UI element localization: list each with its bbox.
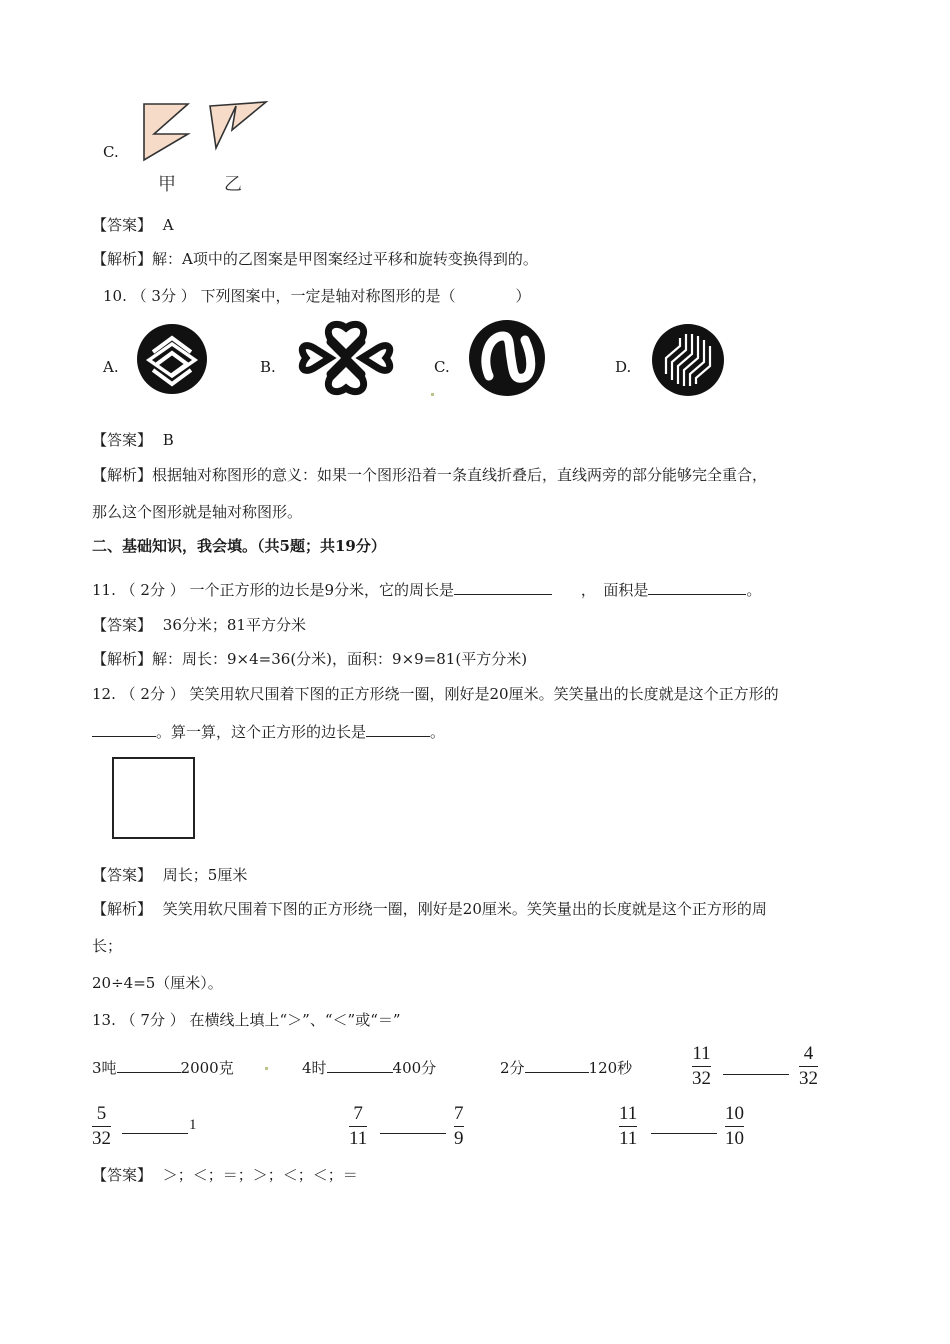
numerator: 5 — [96, 1103, 107, 1124]
scan-dot — [431, 393, 434, 396]
numerator: 4 — [803, 1043, 814, 1064]
q11-analysis — [92, 648, 527, 669]
fraction-11-32 — [692, 1043, 711, 1090]
q12-stem-line2 — [92, 721, 445, 742]
denominator: 32 — [692, 1068, 711, 1089]
analysis-text: 笑笑用软尺围着下图的正方形绕一圈，刚好是20厘米。笑笑量出的长度就是这个正方形的周 — [162, 900, 767, 918]
answer-tag: 【答案】 — [92, 216, 153, 234]
answer-value: B — [162, 431, 174, 449]
compare-left: 3吨 — [92, 1059, 117, 1077]
answer-tag: 【答案】 — [92, 866, 153, 884]
fig-label-right: 乙 — [224, 174, 242, 195]
q9-option-c-label: C. — [103, 143, 119, 161]
answer-blank[interactable] — [122, 1119, 188, 1134]
q10-option-c-label: C. — [434, 358, 450, 376]
striped-logo-icon — [650, 322, 726, 398]
question-text: 。算一算，这个正方形的边长是 — [156, 723, 367, 741]
compare-right-one: 1 — [189, 1117, 197, 1133]
numerator: 7 — [454, 1103, 464, 1124]
fig-label-left: 甲 — [158, 174, 176, 195]
compare-left: 2分 — [500, 1059, 525, 1077]
denominator: 11 — [619, 1128, 638, 1149]
answer-blank[interactable] — [117, 1058, 181, 1073]
section-heading: 二、基础知识，我会填。（共5题；共19分） — [92, 537, 386, 555]
fraction-7-11 — [349, 1103, 367, 1150]
question-text-a: 一个正方形的边长是9分米，它的周长是 — [189, 581, 455, 599]
question-text-end: 。 — [746, 581, 762, 599]
fraction-4-32 — [799, 1043, 818, 1090]
numerator: 11 — [619, 1103, 638, 1124]
q11-stem — [92, 579, 761, 600]
question-score: （ 3分 ） — [131, 287, 196, 305]
q10-analysis-line2: 那么这个图形就是轴对称图形。 — [92, 503, 303, 521]
analysis-tag: 【解析】 — [92, 466, 153, 484]
compare-right: 120秒 — [588, 1059, 633, 1077]
analysis-text: 解：周长：9×4=36(分米)，面积：9×9=81(平方分米) — [152, 650, 528, 668]
analysis-text: 解：A项中的乙图案是甲图案经过平移和旋转变换得到的。 — [152, 250, 538, 268]
compare-left: 4时 — [302, 1059, 327, 1077]
question-score: （ 2分 ） — [120, 685, 185, 703]
analysis-text: 根据轴对称图形的意义：如果一个图形沿着一条直线折叠后，直线两旁的部分能够完全重合， — [152, 466, 768, 484]
numerator: 11 — [692, 1043, 711, 1064]
answer-blank[interactable] — [380, 1119, 446, 1134]
answer-value: 周长；5厘米 — [162, 866, 248, 884]
q10-option-a-label: A. — [103, 358, 119, 376]
question-text: 笑笑用软尺围着下图的正方形绕一圈，刚好是20厘米。笑笑量出的长度就是这个正方形的 — [189, 685, 779, 703]
answer-blank[interactable] — [92, 722, 156, 737]
q12-stem-line1 — [92, 683, 779, 704]
n-logo-icon — [467, 318, 547, 398]
answer-blank[interactable] — [454, 580, 552, 595]
q12-analysis-line3: 20÷4=5（厘米）。 — [92, 974, 223, 992]
analysis-tag: 【解析】 — [92, 650, 153, 668]
question-number: 12. — [92, 685, 116, 703]
question-text-b: ， 面积是 — [580, 581, 649, 599]
question-number: 10. — [103, 287, 127, 305]
answer-value: A — [162, 216, 174, 234]
question-number: 11. — [92, 581, 116, 599]
question-text-end: 。 — [430, 723, 446, 741]
square-figure — [112, 757, 195, 839]
denominator: 10 — [725, 1128, 744, 1149]
q13-answer — [92, 1164, 358, 1185]
fraction-5-32 — [92, 1103, 111, 1150]
compare-item-2 — [302, 1057, 436, 1078]
q10-analysis-line1 — [92, 464, 767, 485]
answer-blank[interactable] — [366, 722, 430, 737]
q12-analysis-line2: 长； — [92, 937, 123, 955]
denominator: 32 — [799, 1068, 818, 1089]
answer-blank[interactable] — [651, 1119, 717, 1134]
answer-tag: 【答案】 — [92, 1166, 153, 1184]
q10-option-d-label: D. — [615, 358, 632, 376]
compare-item-1 — [92, 1057, 234, 1078]
compare-right: 2000克 — [180, 1059, 234, 1077]
q9-answer — [92, 214, 174, 235]
denominator: 11 — [349, 1128, 368, 1149]
q12-answer — [92, 864, 247, 885]
q10-answer — [92, 429, 174, 450]
question-score: （ 2分 ） — [120, 581, 185, 599]
q10-option-b-label: B. — [260, 358, 276, 376]
analysis-tag: 【解析】 — [92, 250, 153, 268]
denominator: 9 — [454, 1128, 464, 1149]
q13-stem — [92, 1009, 401, 1030]
q12-analysis-line1 — [92, 898, 767, 919]
analysis-tag: 【解析】 — [92, 900, 153, 918]
compare-item-3 — [500, 1057, 632, 1078]
q10-stem — [103, 285, 531, 306]
answer-blank[interactable] — [648, 580, 746, 595]
answer-blank[interactable] — [723, 1060, 789, 1075]
q11-answer — [92, 614, 306, 635]
answer-blank[interactable] — [327, 1058, 393, 1073]
question-number: 13. — [92, 1011, 116, 1029]
denominator: 32 — [92, 1128, 111, 1149]
numerator: 7 — [353, 1103, 363, 1124]
answer-blank[interactable] — [525, 1058, 589, 1073]
transform-figures-icon — [140, 100, 280, 170]
answer-value: 36分米；81平方分米 — [162, 616, 306, 634]
answer-tag: 【答案】 — [92, 616, 153, 634]
numerator: 10 — [725, 1103, 744, 1124]
scan-dot — [265, 1067, 268, 1070]
question-score: （ 7分 ） — [120, 1011, 185, 1029]
answer-tag: 【答案】 — [92, 431, 153, 449]
fraction-10-10 — [725, 1103, 744, 1150]
q9-analysis — [92, 248, 538, 269]
china-mobile-logo-icon — [135, 322, 209, 396]
fraction-7-9 — [454, 1103, 464, 1150]
compare-right: 400分 — [392, 1059, 437, 1077]
question-text: 下列图案中，一定是轴对称图形的是（ ） — [200, 287, 531, 305]
question-text: 在横线上填上“＞”、“＜”或“＝” — [189, 1011, 401, 1029]
fraction-11-11 — [619, 1103, 637, 1150]
answer-value: ＞；＜；＝；＞；＜；＜；＝ — [162, 1166, 358, 1184]
china-unicom-knot-icon — [296, 318, 396, 398]
